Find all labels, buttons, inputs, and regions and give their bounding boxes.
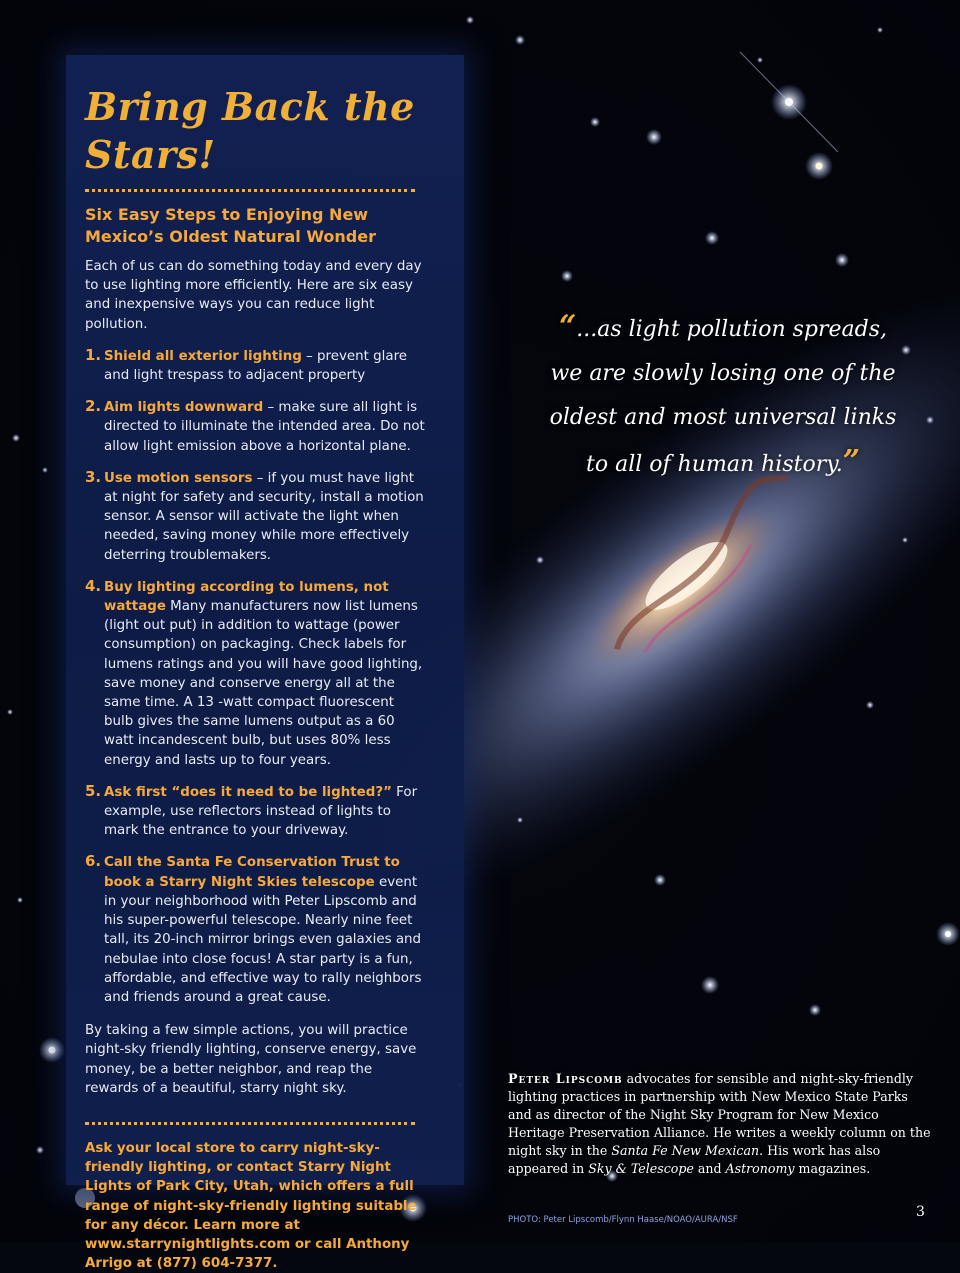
step-4 <box>85 578 426 770</box>
step-text: For example, use reflectors instead of lights to mark the entrance to your driveway. <box>104 784 418 839</box>
step-5 <box>85 783 426 841</box>
publication-name: Sky & Telescope <box>588 1161 694 1176</box>
dotted-divider <box>85 189 415 192</box>
quote-line: to all of human history.” <box>586 444 860 479</box>
step-number: 1. <box>85 345 102 364</box>
step-title: Shield all exterior lighting <box>104 348 302 364</box>
step-2 <box>85 398 426 456</box>
tips-panel <box>66 55 464 1272</box>
open-quote-mark: “ <box>558 309 577 344</box>
dotted-divider <box>85 1122 415 1125</box>
step-1 <box>85 347 426 385</box>
closing-paragraph: By taking a few simple actions, you will practice night-sky friendly lighting, conserve energy, save money, be a better neighbor, and reap the rewards of a beautiful, starry night sky. <box>85 1023 417 1096</box>
pull-quote <box>528 305 918 487</box>
quote-line: we are slowly losing one of the <box>550 361 896 386</box>
subheading: Six Easy Steps to Enjoying New Mexico’s Oldest Natural Wonder <box>85 205 376 246</box>
step-text: event in your neighborhood with Peter Lipscomb and his super-powerful telescope. Nearly nine feet tall, its 20-inch mirror brings even galaxies and nebulae into close focus! A star party is a fun, affordable, and effective way to rally neighbors and friends around a great cause. <box>104 874 422 1005</box>
quote-line: “...as light pollution spreads, <box>558 309 888 344</box>
step-title: Buy lighting according to lumens, not wattage <box>104 579 389 615</box>
step-text: – if you must have light at night for safety and security, install a motion sensor. A sensor will activate the light when needed, saving money while more effectively deterring troublemakers. <box>104 470 424 563</box>
photo-credit: PHOTO: Peter Lipscomb/Flynn Haase/NOAO/AURA/NSF <box>508 1215 738 1225</box>
publication-name: Astronomy <box>725 1161 795 1176</box>
page-number: 3 <box>916 1204 925 1220</box>
author-name: Peter Lipscomb <box>508 1071 623 1086</box>
step-number: 3. <box>85 467 102 486</box>
intro-paragraph: Each of us can do something today and every day to use lighting more efficiently. Here are six easy and inexpensive ways you can reduce light pollution. <box>85 259 422 332</box>
close-quote-mark: ” <box>842 444 860 479</box>
step-title: Aim lights downward <box>104 400 264 416</box>
step-text: – prevent glare and light trespass to adjacent property <box>104 348 408 384</box>
step-title: Ask first “does it need to be lighted?” <box>104 784 392 800</box>
step-text: – make sure all light is directed to illuminate the intended area. Do not allow light emission above a horizontal plane. <box>104 400 425 454</box>
step-number: 5. <box>85 781 102 800</box>
step-number: 4. <box>85 576 102 595</box>
step-text: Many manufacturers now list lumens (light out put) in addition to wattage (power consumption) on packaging. Check labels for lumens ratings and you will have good lighting, save money and conserve energy all at the same time. A 13 -watt compact fluorescent bulb gives the same lumens output as a 60 watt incandescent bulb, but uses 80% less energy and lasts up to four years. <box>104 599 423 768</box>
step-3 <box>85 469 426 565</box>
step-title: Call the Santa Fe Conservation Trust to book a Starry Night Skies telescope <box>104 855 400 890</box>
step-number: 2. <box>85 397 102 416</box>
step-6 <box>85 853 426 1007</box>
call-to-action: Ask your local store to carry night-sky-friendly lighting, or contact Starry Night Lights of Park City, Utah, which offers a full range of night-sky-friendly lighting suitable for any décor. Learn more at www.starrynightlights.com or call Anthony Arrigo at (877) 604-7377. <box>85 1140 417 1272</box>
headline: Bring Back the Stars! <box>85 84 415 177</box>
publication-name: Santa Fe New Mexican <box>611 1143 760 1158</box>
step-number: 6. <box>85 852 102 871</box>
quote-line: oldest and most universal links <box>549 405 897 430</box>
author-bio: Peter Lipscomb advocates for sensible and night-sky-friendly lighting practices in partnership with New Mexico State Parks and as director of the Night Sky Program for New Mexico Heritage Preservation Alliance. He writes a weekly column on the night sky in the Santa Fe New Mexican. His work has also appeared in Sky & Telescope and Astronomy magazines. <box>508 1071 931 1176</box>
step-title: Use motion sensors <box>104 470 253 486</box>
